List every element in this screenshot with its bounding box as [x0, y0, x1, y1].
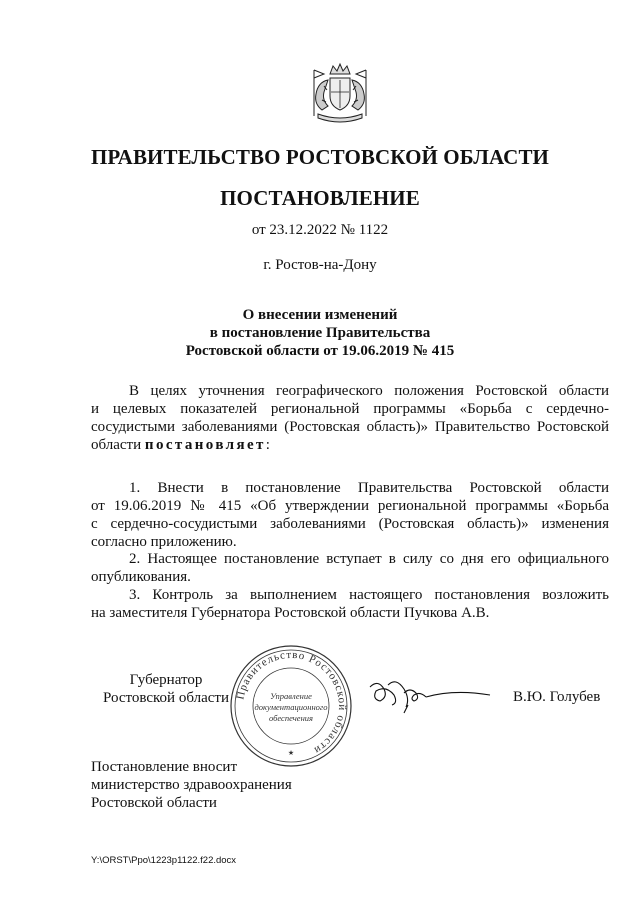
item-line: 3. Контроль за выполнением настоящего постановления возложить [129, 587, 609, 603]
official-stamp [228, 643, 354, 769]
signatory-name: В.Ю. Голубев [513, 689, 601, 705]
coat-of-arms-emblem [300, 60, 380, 126]
stamp-ring-text: Правительство Ростовской области [234, 648, 349, 757]
date-and-number: от 23.12.2022 № 1122 [251, 222, 389, 238]
submitted-by-line: Ростовской области [91, 795, 217, 811]
preamble-line: В целях уточнения географического положения Ростовской области [129, 383, 609, 399]
decree-item-1 [91, 479, 609, 551]
subject-line: Ростовской области от 19.06.2019 № 415 [185, 343, 455, 359]
stamp-center-line: Управление [270, 691, 312, 701]
submitted-by-line: Постановление вносит [91, 759, 238, 775]
organization-title: ПРАВИТЕЛЬСТВО РОСТОВСКОЙ ОБЛАСТИ [91, 145, 549, 169]
item-line: с сердечно-сосудистыми заболеваниями (Ростовская область)» изменения [91, 516, 609, 532]
preamble-line: и целевых показателей региональной программы «Борьба с сердечно- [91, 401, 609, 417]
item-line: согласно приложению. [91, 534, 237, 550]
document-subject [0, 306, 640, 360]
stamp-center-line: обеспечения [268, 713, 314, 723]
preamble-last-line [91, 436, 609, 454]
subject-line: О внесении изменений [242, 307, 398, 323]
preamble-paragraph [91, 382, 609, 454]
item-line: 1. Внести в постановление Правительства Ростовской области [129, 480, 609, 496]
document-type-title: ПОСТАНОВЛЕНИЕ [220, 186, 420, 210]
subject-line: в постановление Правительства [209, 325, 431, 341]
handwritten-signature [364, 675, 494, 715]
submitted-by-line: министерство здравоохранения [91, 777, 292, 793]
preamble-prefix: области [91, 437, 145, 453]
city: г. Ростов-на-Дону [263, 257, 377, 273]
preamble-line: сосудистыми заболеваниями (Ростовская область)» Правительство Ростовской [91, 419, 609, 435]
decree-item-2 [91, 550, 609, 586]
position-line: Губернатор [129, 672, 203, 688]
submitted-by-block [91, 758, 292, 812]
signatory-position [91, 671, 241, 707]
decree-keyword: постановляет [144, 437, 266, 453]
decree-item-3 [91, 586, 609, 622]
item-line: от 19.06.2019 № 415 «Об утверждении региональной программы «Борьба [91, 498, 609, 514]
stamp-center-line: документационного [254, 702, 328, 712]
position-line: Ростовской области [103, 690, 229, 706]
svg-text:★: ★ [287, 749, 295, 757]
item-line: опубликования. [91, 569, 191, 585]
item-line: на заместителя Губернатора Ростовской области Пучкова А.В. [91, 605, 490, 621]
preamble-suffix: : [265, 437, 270, 453]
file-path-footer: Y:\ORST\Ppo\1223p1122.f22.docx [91, 855, 237, 866]
item-line: 2. Настоящее постановление вступает в силу со дня его официального [129, 551, 609, 567]
